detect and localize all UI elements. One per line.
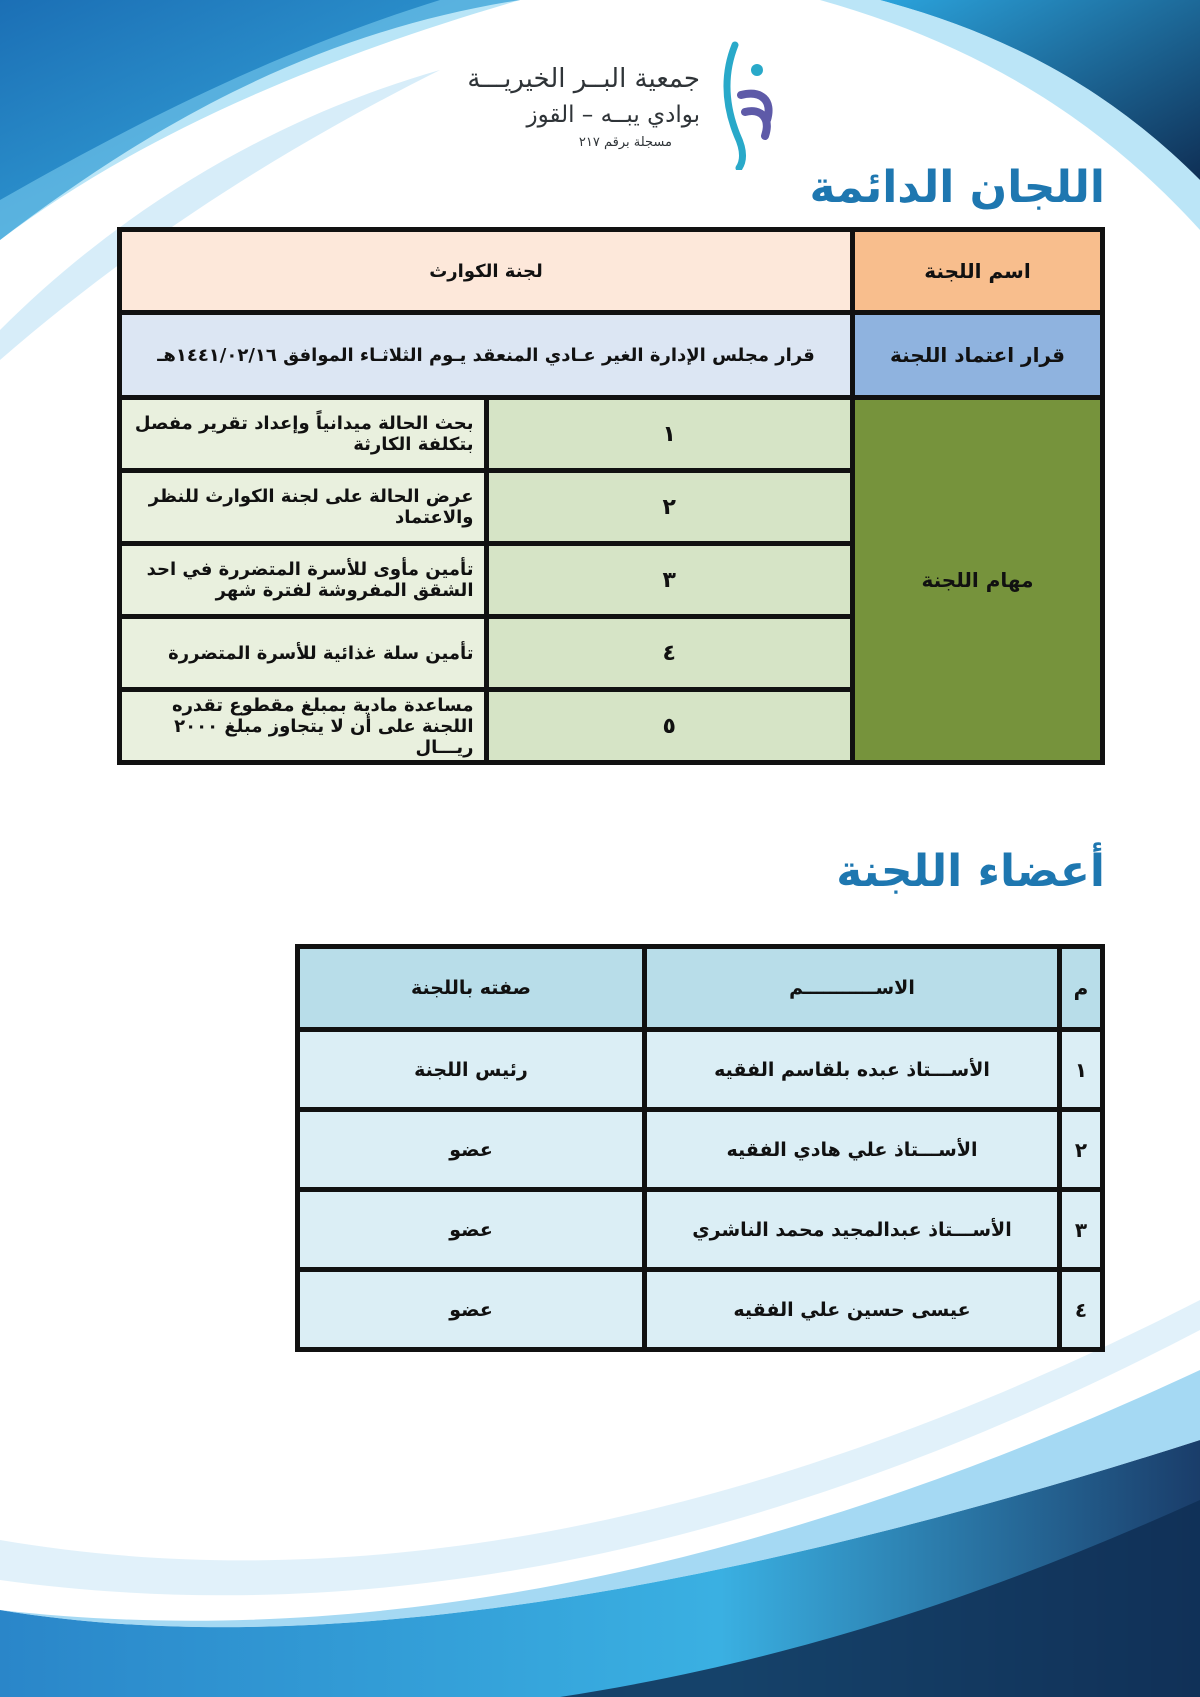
task-text: تأمين مأوى للأسرة المتضررة في احد الشقق المفروشة لفترة شهر — [120, 544, 487, 617]
member-row — [298, 1190, 1103, 1270]
committee-name-row — [120, 230, 1103, 313]
permanent-committees-title: اللجان الدائمة — [809, 162, 1105, 213]
committee-members-table — [295, 944, 1105, 1352]
member-role: عضو — [298, 1270, 645, 1350]
members-header-row — [298, 947, 1103, 1030]
members-header-role: صفته باللجنة — [298, 947, 645, 1030]
member-number: ١ — [1060, 1030, 1103, 1110]
member-number: ٣ — [1060, 1190, 1103, 1270]
task-text: تأمين سلة غذائية للأسرة المتضررة — [120, 617, 487, 690]
task-number: ٥ — [486, 690, 853, 763]
task-number: ٢ — [486, 471, 853, 544]
committee-tasks-label: مهام اللجنة — [853, 398, 1103, 763]
member-row — [298, 1030, 1103, 1110]
organization-name: جمعية البــر الخيريـــة — [467, 64, 700, 94]
member-role: عضو — [298, 1190, 645, 1270]
organization-logo — [467, 40, 790, 170]
committee-members-title: أعضاء اللجنة — [836, 846, 1105, 897]
member-number: ٢ — [1060, 1110, 1103, 1190]
committee-decision-row — [120, 313, 1103, 398]
members-header-num: م — [1060, 947, 1103, 1030]
task-text: بحث الحالة ميدانياً وإعداد تقرير مفصل بتكلفة الكارثة — [120, 398, 487, 471]
member-name: الأســـتاذ عبدالمجيد محمد الناشري — [645, 1190, 1060, 1270]
member-name: عيسى حسين علي الفقيه — [645, 1270, 1060, 1350]
member-role: رئيس اللجنة — [298, 1030, 645, 1110]
member-row — [298, 1110, 1103, 1190]
member-number: ٤ — [1060, 1270, 1103, 1350]
members-header-name: الاســـــــــــم — [645, 947, 1060, 1030]
committee-name-label: اسم اللجنة — [853, 230, 1103, 313]
task-text: مساعدة مادية بمبلغ مقطوع تقدره اللجنة على أن لا يتجاوز مبلغ ٢٠٠٠ ريـــال — [120, 690, 487, 763]
task-number: ٤ — [486, 617, 853, 690]
committee-details-table — [117, 227, 1105, 765]
member-name: الأســـتاذ علي هادي الفقيه — [645, 1110, 1060, 1190]
logo-emblem-icon — [715, 40, 785, 170]
task-number: ١ — [486, 398, 853, 471]
task-row — [120, 398, 1103, 471]
organization-location: بوادي يبــه – القوز — [526, 102, 700, 128]
member-row — [298, 1270, 1103, 1350]
committee-decision-label: قرار اعتماد اللجنة — [853, 313, 1103, 398]
committee-name-value: لجنة الكوارث — [120, 230, 853, 313]
member-name: الأســـتاذ عبده بلقاسم الفقيه — [645, 1030, 1060, 1110]
committee-decision-value: قرار مجلس الإدارة الغير عـادي المنعقد يـوم الثلاثـاء الموافق ١٤٤١/٠٢/١٦هـ — [120, 313, 853, 398]
member-role: عضو — [298, 1110, 645, 1190]
organization-registration: مسجلة برقم ٢١٧ — [578, 135, 672, 150]
task-number: ٣ — [486, 544, 853, 617]
task-text: عرض الحالة على لجنة الكوارث للنظر والاعتماد — [120, 471, 487, 544]
